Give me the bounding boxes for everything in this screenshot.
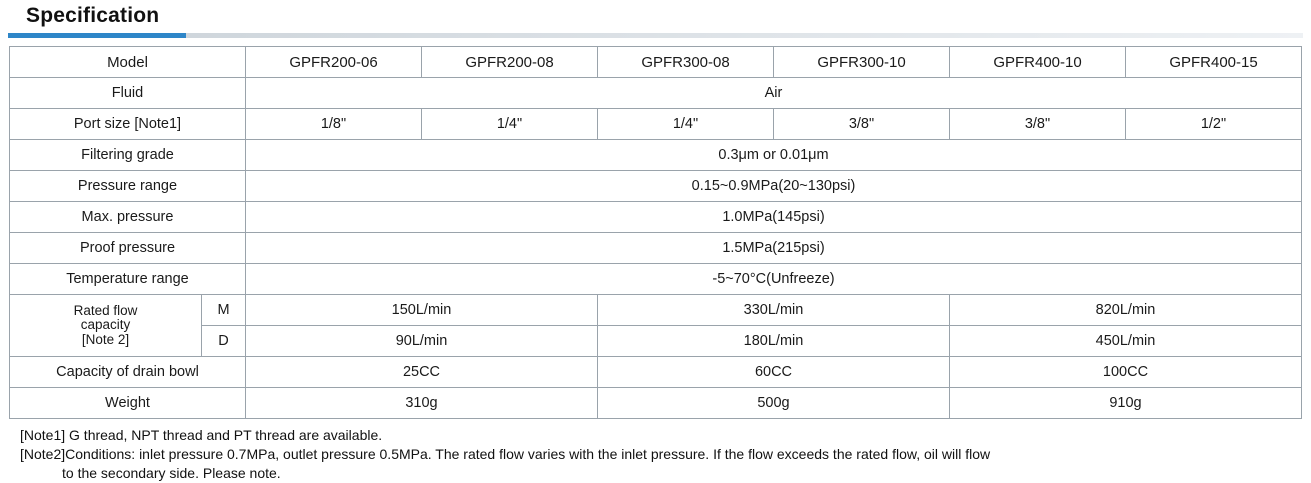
cell-port-size-2: 1/4" bbox=[422, 109, 598, 140]
cell-weight-2: 500g bbox=[598, 388, 950, 419]
row-label-max-pressure: Max. pressure bbox=[9, 202, 245, 233]
table-row-pressure-range bbox=[9, 171, 1301, 202]
cell-rated-flow-m-2: 330L/min bbox=[598, 295, 950, 326]
page-title: Specification bbox=[26, 4, 160, 27]
row-sublabel-m: M bbox=[201, 295, 245, 326]
table-row-proof-pressure bbox=[9, 233, 1301, 264]
cell-weight-3: 910g bbox=[950, 388, 1302, 419]
row-label-weight: Weight bbox=[9, 388, 245, 419]
row-label-pressure-range: Pressure range bbox=[9, 171, 245, 202]
row-label-rated-flow-capacity bbox=[9, 295, 201, 357]
table-row-port-size bbox=[9, 109, 1301, 140]
cell-proof-pressure-value: 1.5MPa(215psi) bbox=[246, 233, 1302, 264]
cell-port-size-1: 1/8" bbox=[246, 109, 422, 140]
cell-port-size-4: 3/8" bbox=[774, 109, 950, 140]
note-2-continued: to the secondary side. Please note. bbox=[62, 464, 281, 481]
cell-rated-flow-d-1: 90L/min bbox=[246, 326, 598, 357]
cell-rated-flow-d-3: 450L/min bbox=[950, 326, 1302, 357]
rated-flow-label-line3: [Note 2] bbox=[81, 331, 130, 347]
cell-rated-flow-d-2: 180L/min bbox=[598, 326, 950, 357]
cell-port-size-6: 1/2" bbox=[1126, 109, 1302, 140]
cell-rated-flow-m-1: 150L/min bbox=[246, 295, 598, 326]
table-row-weight bbox=[9, 388, 1301, 419]
rated-flow-label-line1: Rated flow bbox=[73, 303, 138, 319]
cell-port-size-3: 1/4" bbox=[598, 109, 774, 140]
rated-flow-label-line2: capacity bbox=[80, 317, 131, 333]
specification-table bbox=[9, 46, 1302, 419]
row-label-fluid: Fluid bbox=[9, 78, 245, 109]
column-header-gpfr400-10: GPFR400-10 bbox=[950, 47, 1126, 78]
table-row-temperature-range bbox=[9, 264, 1301, 295]
cell-filtering-grade-value: 0.3μm or 0.01μm bbox=[246, 140, 1302, 171]
table-row-drain-bowl bbox=[9, 357, 1301, 388]
row-label-drain-bowl: Capacity of drain bowl bbox=[9, 357, 245, 388]
note-2: [Note2]Conditions: inlet pressure 0.7MPa, outlet pressure 0.5MPa. The rated flow varies with the inlet pressure. If the flow exceeds the rated flow, oil will flow bbox=[20, 445, 991, 462]
cell-pressure-range-value: 0.15~0.9MPa(20~130psi) bbox=[246, 171, 1302, 202]
table-row-fluid bbox=[9, 78, 1301, 109]
column-header-gpfr300-08: GPFR300-08 bbox=[598, 47, 774, 78]
row-label-port-size: Port size [Note1] bbox=[9, 109, 245, 140]
column-header-gpfr200-08: GPFR200-08 bbox=[422, 47, 598, 78]
row-label-proof-pressure: Proof pressure bbox=[9, 233, 245, 264]
title-underline bbox=[8, 33, 1303, 38]
cell-weight-1: 310g bbox=[246, 388, 598, 419]
cell-port-size-5: 3/8" bbox=[950, 109, 1126, 140]
column-header-gpfr400-15: GPFR400-15 bbox=[1126, 47, 1302, 78]
table-row-rated-flow-m bbox=[9, 295, 1301, 326]
row-label-filtering-grade: Filtering grade bbox=[9, 140, 245, 171]
table-row-rated-flow-d bbox=[9, 326, 1301, 357]
cell-temperature-range-value: -5~70°C(Unfreeze) bbox=[246, 264, 1302, 295]
column-header-gpfr300-10: GPFR300-10 bbox=[774, 47, 950, 78]
table-row-max-pressure bbox=[9, 202, 1301, 233]
table-row-filtering-grade bbox=[9, 140, 1301, 171]
cell-fluid-value: Air bbox=[246, 78, 1302, 109]
cell-drain-bowl-1: 25CC bbox=[246, 357, 598, 388]
cell-drain-bowl-2: 60CC bbox=[598, 357, 950, 388]
table-header-row bbox=[9, 47, 1301, 78]
column-header-gpfr200-06: GPFR200-06 bbox=[246, 47, 422, 78]
cell-drain-bowl-3: 100CC bbox=[950, 357, 1302, 388]
column-header-model: Model bbox=[9, 47, 245, 78]
row-label-temperature-range: Temperature range bbox=[9, 264, 245, 295]
cell-max-pressure-value: 1.0MPa(145psi) bbox=[246, 202, 1302, 233]
note-1: [Note1] G thread, NPT thread and PT thread are available. bbox=[20, 427, 383, 443]
notes-block bbox=[20, 426, 1303, 483]
cell-rated-flow-m-3: 820L/min bbox=[950, 295, 1302, 326]
row-sublabel-d: D bbox=[201, 326, 245, 357]
